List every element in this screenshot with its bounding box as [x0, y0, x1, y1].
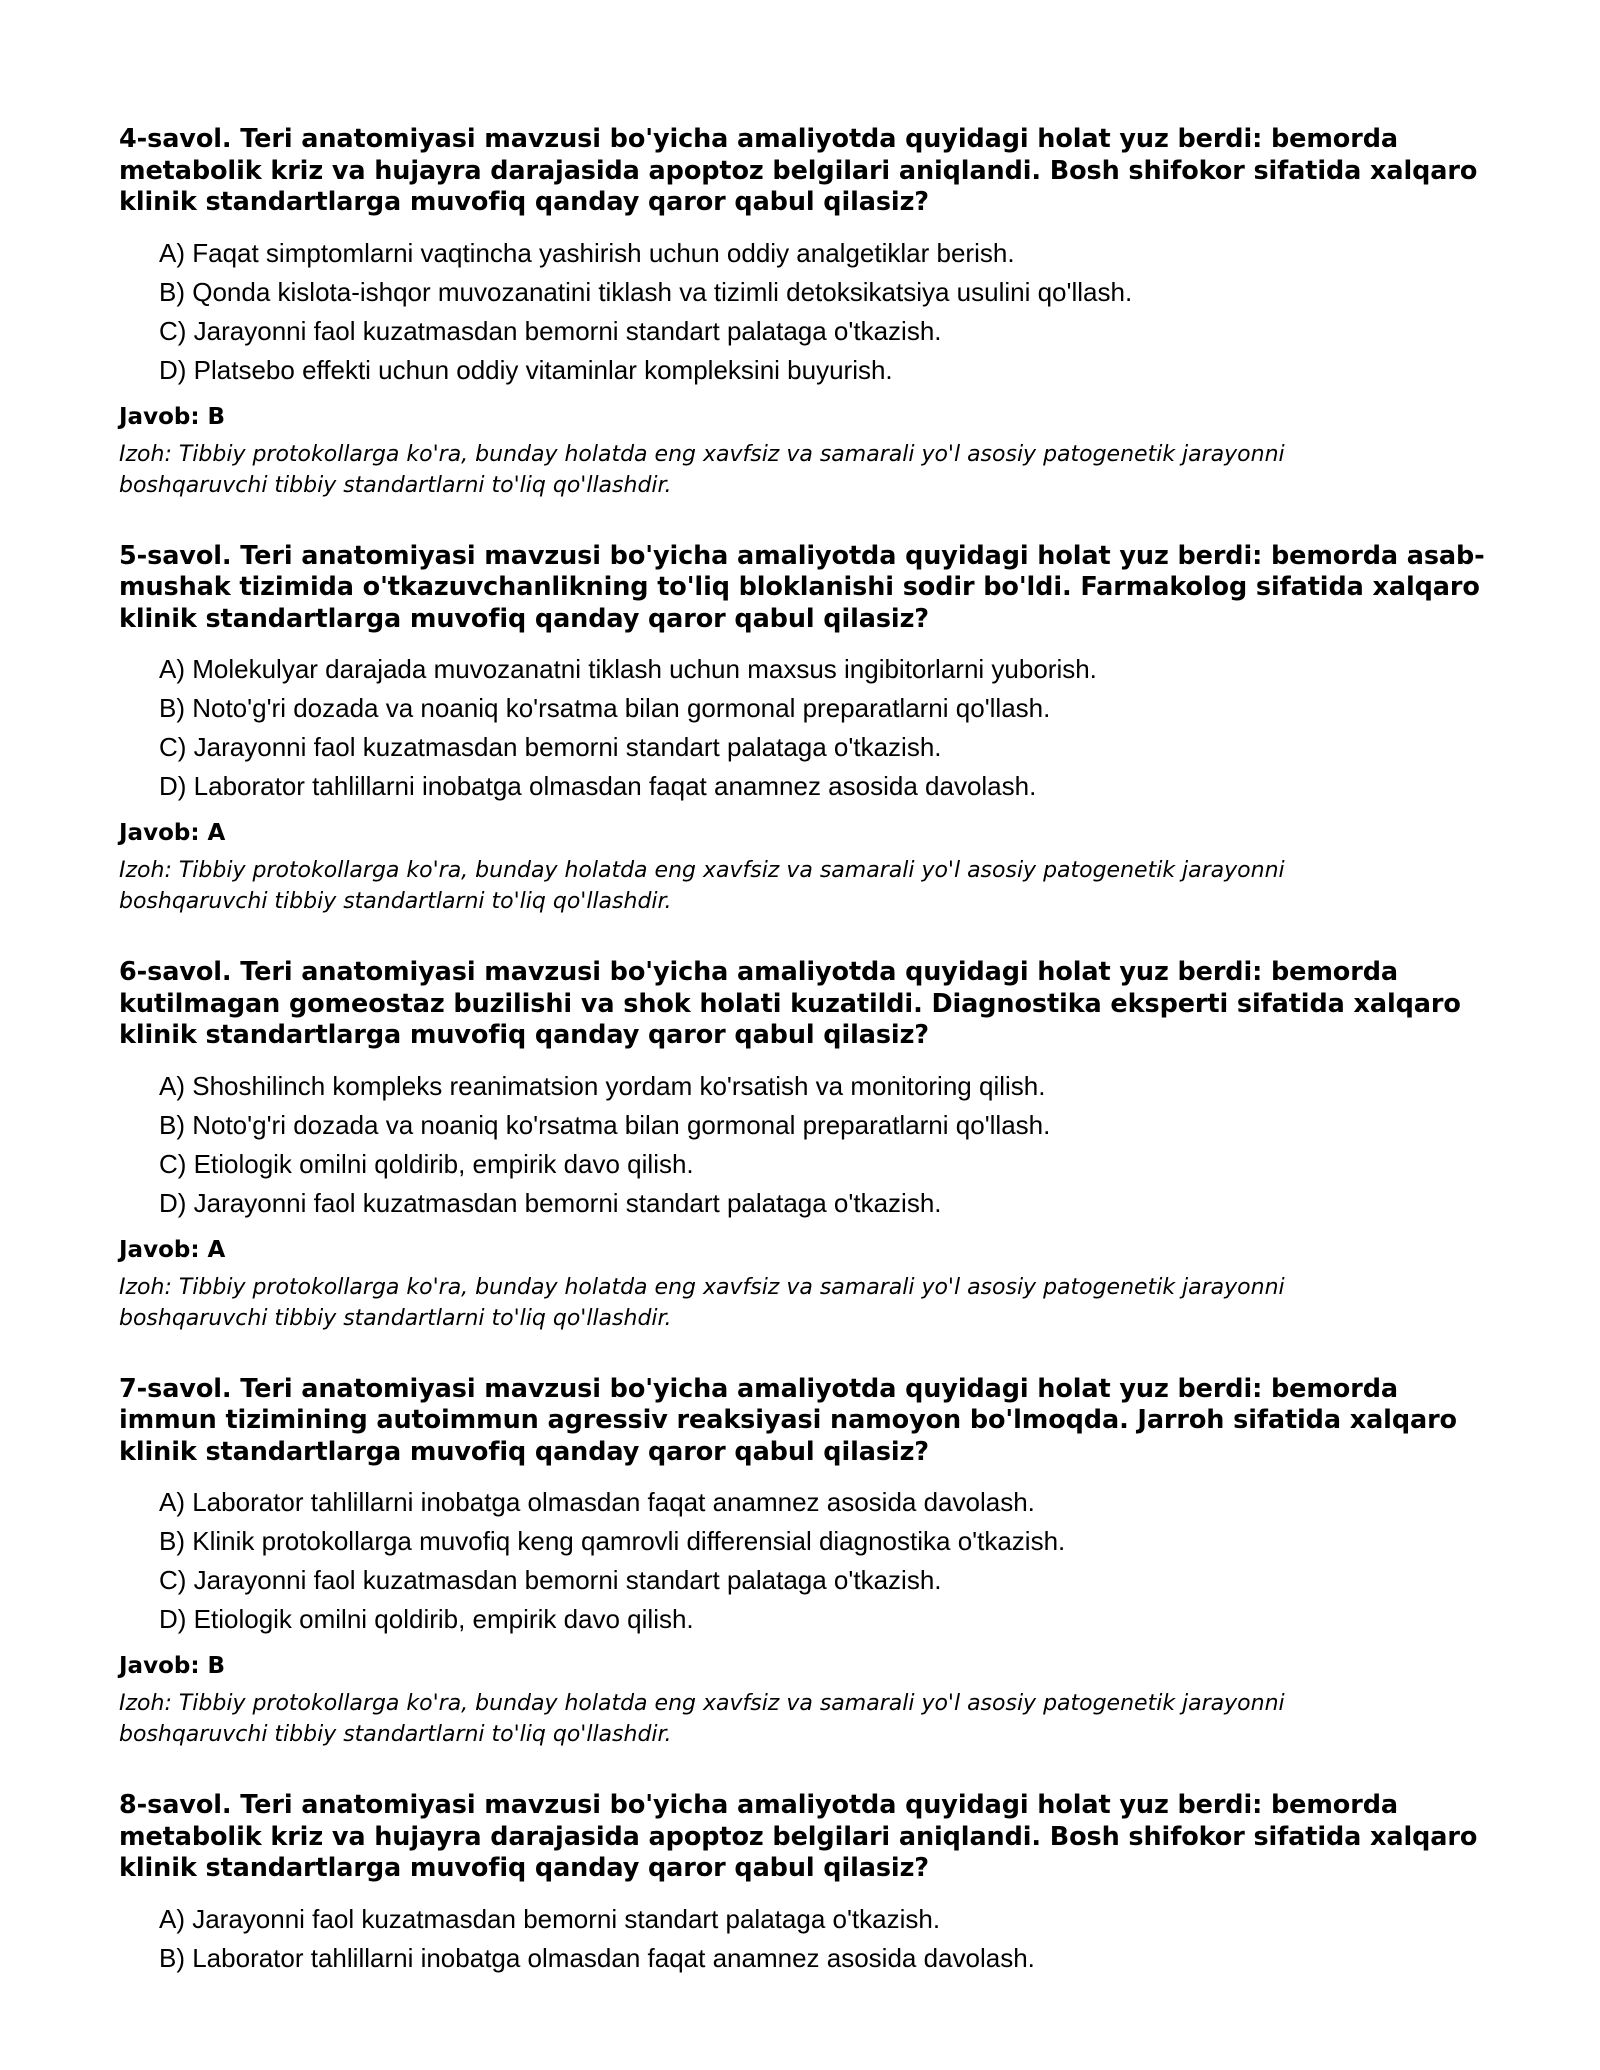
- answer-options: [119, 1483, 1499, 1639]
- question-8: [119, 1790, 1499, 1978]
- answer-options: [119, 1067, 1499, 1223]
- option-b: B) Qonda kislota-ishqor muvozanatini tiklash va tizimli detoksikatsiya usulini qo'llash.: [159, 276, 1133, 307]
- explanation-note: Izoh: Tibbiy protokollarga ko'ra, bunday holatda eng xavfsiz va samarali yo'l asosiy patogenetik jarayonni boshqaruvchi tibbiy standartlarni to'liq qo'llashdir.: [119, 1274, 1285, 1331]
- option-b: B) Noto'g'ri dozada va noaniq ko'rsatma bilan gormonal preparatlarni qo'llash.: [159, 693, 1051, 723]
- explanation-note: Izoh: Tibbiy protokollarga ko'ra, bunday holatda eng xavfsiz va samarali yo'l asosiy patogenetik jarayonni boshqaruvchi tibbiy standartlarni to'liq qo'llashdir.: [119, 441, 1285, 498]
- question-7: [119, 1374, 1499, 1751]
- question-5: [119, 541, 1499, 918]
- option-a: A) Faqat simptomlarni vaqtincha yashirish uchun oddiy analgetiklar berish.: [159, 237, 1015, 268]
- answer-options: [119, 234, 1499, 390]
- option-b: B) Klinik protokollarga muvofiq keng qamrovli differensial diagnostika o'tkazish.: [159, 1526, 1066, 1556]
- explanation-note: Izoh: Tibbiy protokollarga ko'ra, bunday holatda eng xavfsiz va samarali yo'l asosiy patogenetik jarayonni boshqaruvchi tibbiy standartlarni to'liq qo'llashdir.: [119, 1691, 1285, 1747]
- answer-options: [119, 650, 1499, 806]
- option-d: D) Platsebo effekti uchun oddiy vitaminlar kompleksini buyurish.: [159, 354, 893, 385]
- question-title: 8-savol. Teri anatomiyasi mavzusi bo'yicha amaliyotda quyidagi holat yuz berdi: bemorda metabolik kriz va hujayra darajasida apoptoz belgilari aniqlandi. Bosh shifokor sifatida xalqaro klinik standartlarga muvofiq qanday qaror qabul qilasiz?: [119, 1790, 1478, 1883]
- option-d: D) Laborator tahlillarni inobatga olmasdan faqat anamnez asosida davolash.: [159, 771, 1037, 801]
- option-d: D) Jarayonni faol kuzatmasdan bemorni standart palataga o'tkazish.: [159, 1187, 942, 1218]
- option-c: C) Etiologik omilni qoldirib, empirik davo qilish.: [159, 1148, 694, 1179]
- question-title: 6-savol. Teri anatomiyasi mavzusi bo'yicha amaliyotda quyidagi holat yuz berdi: bemorda kutilmagan gomeostaz buzilishi va shok holati kuzatildi. Diagnostika eksperti sifatida xalqaro klinik standartlarga muvofiq qanday qaror qabul qilasiz?: [119, 957, 1461, 1050]
- option-a: A) Jarayonni faol kuzatmasdan bemorni standart palataga o'tkazish.: [159, 1903, 941, 1934]
- option-a: A) Laborator tahlillarni inobatga olmasdan faqat anamnez asosida davolash.: [159, 1487, 1035, 1517]
- question-6: [119, 957, 1499, 1334]
- option-c: C) Jarayonni faol kuzatmasdan bemorni standart palataga o'tkazish.: [159, 732, 942, 762]
- option-b: B) Laborator tahlillarni inobatga olmasdan faqat anamnez asosida davolash.: [159, 1942, 1035, 1973]
- correct-answer: Javob: A: [119, 1236, 226, 1263]
- answer-options: [119, 1900, 1499, 1978]
- option-a: A) Shoshilinch kompleks reanimatsion yordam ko'rsatish va monitoring qilish.: [159, 1070, 1046, 1101]
- option-a: A) Molekulyar darajada muvozanatni tiklash uchun maxsus ingibitorlarni yuborish.: [159, 654, 1097, 684]
- explanation-note: Izoh: Tibbiy protokollarga ko'ra, bunday holatda eng xavfsiz va samarali yo'l asosiy patogenetik jarayonni boshqaruvchi tibbiy standartlarni to'liq qo'llashdir.: [119, 858, 1285, 914]
- question-title: 5-savol. Teri anatomiyasi mavzusi bo'yicha amaliyotda quyidagi holat yuz berdi: bemorda asab-mushak tizimida o'tkazuvchanlikning to'liq bloklanishi sodir bo'ldi. Farmakolog sifatida xalqaro klinik standartlarga muvofiq qanday qaror qabul qilasiz?: [119, 540, 1485, 634]
- question-4: [119, 124, 1499, 501]
- correct-answer: Javob: B: [119, 403, 226, 430]
- option-c: C) Jarayonni faol kuzatmasdan bemorni standart palataga o'tkazish.: [159, 1565, 942, 1595]
- option-c: C) Jarayonni faol kuzatmasdan bemorni standart palataga o'tkazish.: [159, 315, 942, 346]
- correct-answer: Javob: B: [119, 1653, 226, 1679]
- option-d: D) Etiologik omilni qoldirib, empirik davo qilish.: [159, 1604, 694, 1634]
- question-title: 4-savol. Teri anatomiyasi mavzusi bo'yicha amaliyotda quyidagi holat yuz berdi: bemorda metabolik kriz va hujayra darajasida apoptoz belgilari aniqlandi. Bosh shifokor sifatida xalqaro klinik standartlarga muvofiq qanday qaror qabul qilasiz?: [119, 124, 1478, 217]
- option-b: B) Noto'g'ri dozada va noaniq ko'rsatma bilan gormonal preparatlarni qo'llash.: [159, 1109, 1051, 1140]
- correct-answer: Javob: A: [119, 820, 226, 846]
- question-title: 7-savol. Teri anatomiyasi mavzusi bo'yicha amaliyotda quyidagi holat yuz berdi: bemorda immun tizimining autoimmun agressiv reaksiyasi namoyon bo'lmoqda. Jarroh sifatida xalqaro klinik standartlarga muvofiq qanday qaror qabul qilasiz?: [119, 1373, 1457, 1467]
- document-page: [119, 124, 1499, 2018]
